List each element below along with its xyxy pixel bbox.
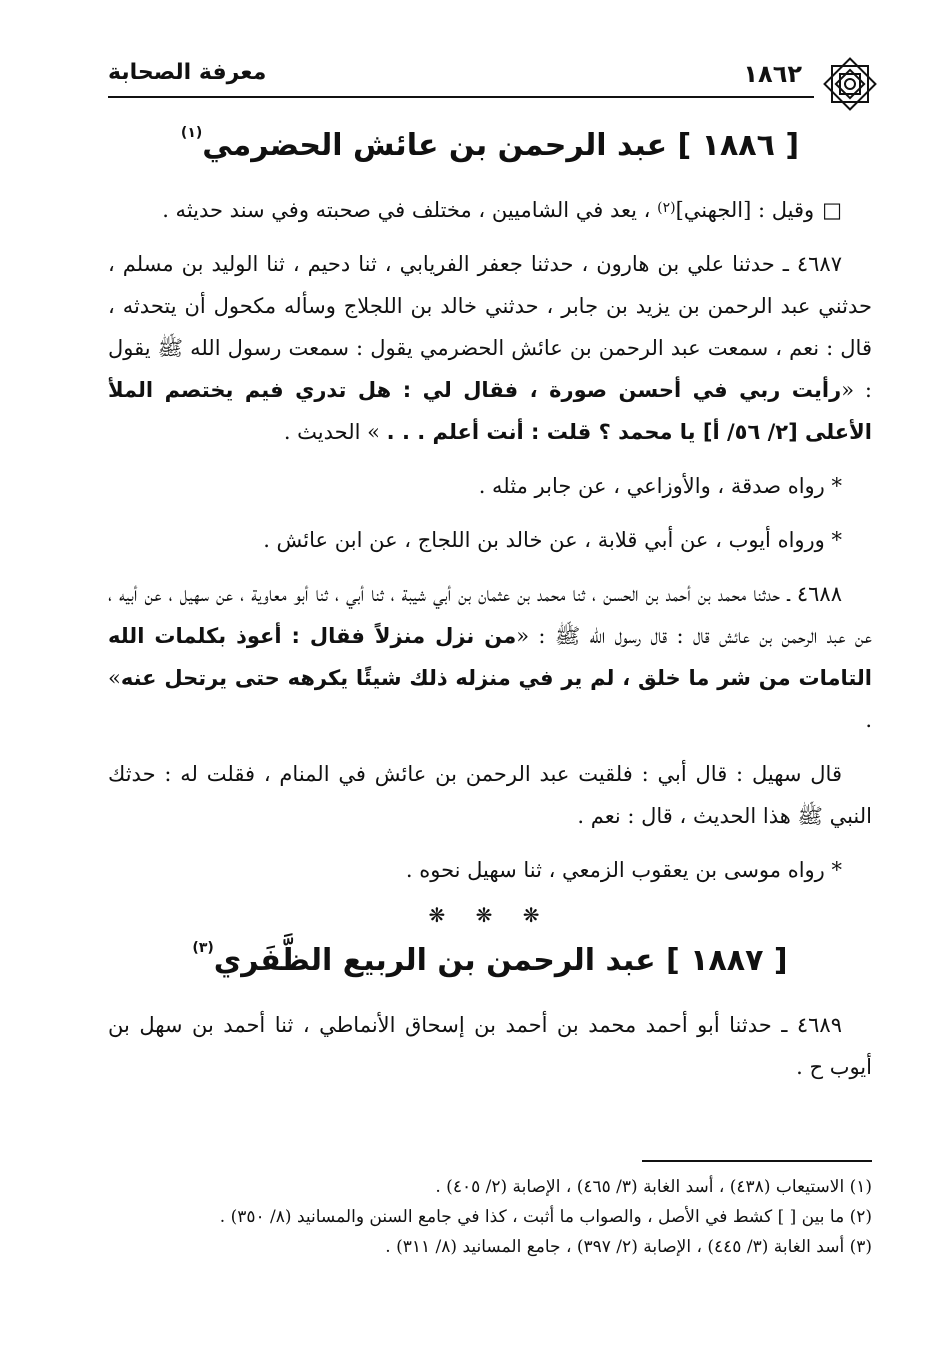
section-separator: ❋ ❋ ❋: [428, 903, 552, 927]
intro-text-a: وقيل : [الجهني]: [675, 198, 815, 222]
ornament-icon: [818, 52, 882, 116]
hadith-isnad: ٤٦٨٨ ـ حدثنا محمد بن أحمد بن الحسن ، ثنا محمد بن عثمان بن أبي شيبة ، ثنا أبي ، ثنا أبو معاوية ، عن سهيل ، عن أبيه ، عن عبد الرحمن بن عائش قال : قال رسول الله ﷺ : «: [108, 582, 872, 648]
entry-title-1886: [108, 126, 872, 165]
suhail-note: قال سهيل : قال أبي : فلقيت عبد الرحمن بن عائش في المنام ، فقلت له : حدثك النبي ﷺ هذا الحديث ، قال : نعم .: [108, 762, 872, 828]
footnote-ref: (٣): [192, 940, 214, 956]
hadith-end: » الحديث .: [283, 420, 387, 444]
narration-note: * رواه موسى بن يعقوب الزمعي ، ثنا سهيل نحوه .: [405, 858, 842, 882]
header-rule: [108, 96, 814, 98]
hadith-matn: من نزل منزلاً فقال : أعوذ بكلمات الله التامات من شر ما خلق ، لم ير في منزله ذلك شيئًا يكرهه حتى يرتحل عنه: [108, 624, 872, 690]
hadith-4689: ٤٦٨٩ ـ حدثنا أبو أحمد محمد بن أحمد بن إسحاق الأنماطي ، ثنا أحمد بن سهل بن أيوب ح .: [108, 1013, 872, 1079]
narration-note: * ورواه أيوب ، عن أبي قلابة ، عن خالد بن اللجاج ، عن ابن عائش .: [263, 528, 842, 552]
hadith-end: » .: [108, 666, 872, 732]
entry-title-text: [ ١٨٨٦ ] عبد الرحمن بن عائش الحضرمي: [202, 128, 800, 163]
hadith-4688: [108, 573, 872, 741]
page-number: ١٨٦٢: [743, 60, 802, 88]
entry-intro: [108, 189, 872, 231]
running-title: معرفة الصحابة: [108, 60, 267, 85]
page-body: [108, 126, 872, 1100]
footnote-ref: (٢): [657, 200, 676, 216]
entry-title-text: [ ١٨٨٧ ] عبد الرحمن بن الربيع الظَّفَري: [213, 943, 788, 978]
narration-note: * رواه صدقة ، والأوزاعي ، عن جابر مثله .: [478, 474, 842, 498]
square-bullet-icon: □: [822, 198, 842, 222]
footnote: (١) الاستيعاب (٤٣٨) ، أسد الغابة (٣/ ٤٦٥) ، الإصابة (٢/ ٤٠٥) .: [435, 1177, 872, 1197]
footnote-ref: (١): [180, 125, 203, 141]
footnote: (٢) ما بين [ ] كشط في الأصل ، والصواب ما أثبت ، كذا في جامع السنن والمسانيد (٨/ ٣٥٠) .: [219, 1207, 872, 1227]
footnote-rule: [642, 1160, 872, 1162]
hadith-matn: رأيت ربي في أحسن صورة ، فقال لي : هل تدري فيم يختصم الملأ الأعلى [٢/ ٥٦/ أ] يا محمد ؟ قلت : أنت أعلم . . .: [108, 378, 872, 444]
page-header: [108, 52, 872, 100]
footnotes: [108, 1160, 872, 1262]
hadith-4687: [108, 243, 872, 453]
hadith-isnad: ٤٦٨٧ ـ حدثنا علي بن هارون ، حدثنا جعفر الفريابي ، ثنا دحيم ، ثنا الوليد بن مسلم ، حدثني عبد الرحمن بن يزيد بن جابر ، حدثني خالد بن اللجلاج وسأله مكحول أن يتحدثه ، قال : نعم ، سمعت عبد الرحمن بن عائش الحضرمي يقول : سمعت رسول الله ﷺ يقول : «: [108, 252, 872, 402]
entry-title-1887: [108, 941, 872, 980]
footnote: (٣) أسد الغابة (٣/ ٤٤٥) ، الإصابة (٢/ ٣٩٧) ، جامع المسانيد (٨/ ٣١١) .: [385, 1237, 872, 1257]
intro-text-b: ، يعد في الشاميين ، مختلف في صحبته وفي سند حديثه .: [162, 198, 658, 222]
